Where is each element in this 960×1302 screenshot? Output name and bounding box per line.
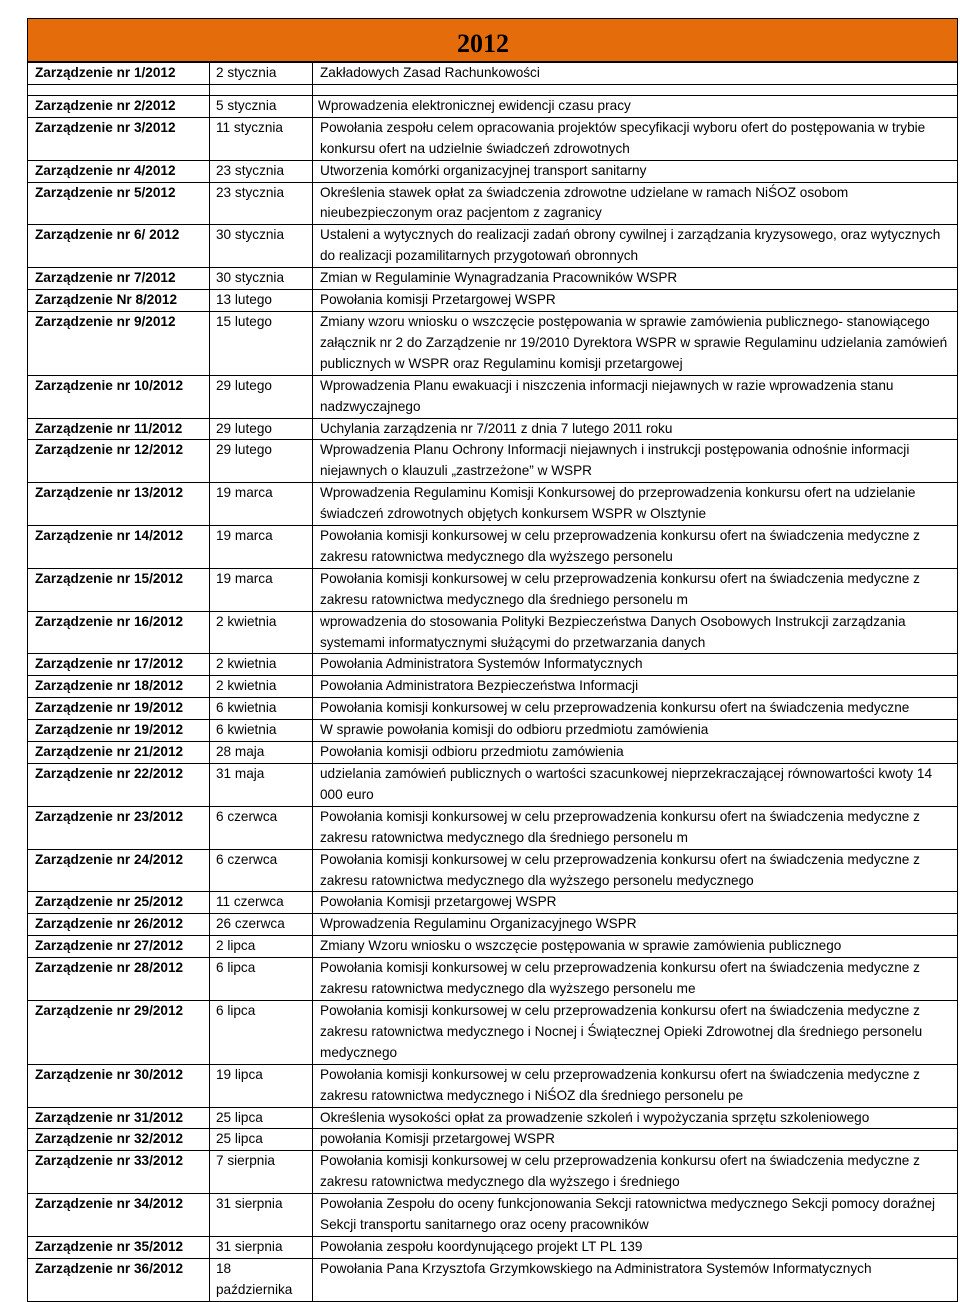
ordinance-number: Zarządzenie nr 14/2012 <box>28 526 210 569</box>
table-row <box>28 182 958 225</box>
table-row <box>28 1000 958 1064</box>
year-header <box>27 18 958 62</box>
ordinance-description: Określenia wysokości opłat za prowadzenie szkoleń i wypożyczania sprzętu szkoleniowego <box>313 1107 958 1129</box>
table-row <box>28 958 958 1001</box>
ordinance-date: 2 kwietnia <box>210 654 313 676</box>
table-row <box>28 290 958 312</box>
ordinance-date: 29 lutego <box>210 375 313 418</box>
ordinance-number: Zarządzenie nr 15/2012 <box>28 568 210 611</box>
ordinance-description: Określenia stawek opłat za świadczenia zdrowotne udzielane w ramach NiŚOZ osobom nieubezpieczonym oraz pacjentom z zagranicy <box>313 182 958 225</box>
table-row <box>28 95 958 117</box>
ordinance-number: Zarządzenie nr 10/2012 <box>28 375 210 418</box>
ordinance-number: Zarządzenie nr 33/2012 <box>28 1151 210 1194</box>
ordinance-number: Zarządzenie nr 24/2012 <box>28 849 210 892</box>
year-title: 2012 <box>457 29 509 58</box>
ordinance-number: Zarządzenie Nr 8/2012 <box>28 290 210 312</box>
ordinance-date: 29 lutego <box>210 418 313 440</box>
ordinance-description: wprowadzenia do stosowania Polityki Bezpieczeństwa Danych Osobowych Instrukcji zarządzania systemami informatycznymi służącymi do przetwarzania danych <box>313 611 958 654</box>
ordinance-date: 6 czerwca <box>210 849 313 892</box>
table-row <box>28 806 958 849</box>
table-row <box>28 568 958 611</box>
ordinance-number: Zarządzenie nr 23/2012 <box>28 806 210 849</box>
ordinance-description: Powołania komisji konkursowej w celu przeprowadzenia konkursu ofert na świadczenia medyczne z zakresu ratownictwa medycznego i Nocnej i Świątecznej Opieki Zdrowotnej dla średniego personelu medycznego <box>313 1000 958 1064</box>
ordinance-description: Wprowadzenia Planu ewakuacji i niszczenia informacji niejawnych w razie wprowadzenia stanu nadzwyczajnego <box>313 375 958 418</box>
ordinance-date: 5 stycznia <box>210 95 313 117</box>
ordinance-description: Wprowadzenia Planu Ochrony Informacji niejawnych i instrukcji postępowania odnośnie informacji niejawnych o klauzuli „zastrzeżone” w WSPR <box>313 440 958 483</box>
table-row <box>28 1064 958 1107</box>
table-row <box>28 375 958 418</box>
ordinances-table <box>27 62 958 1302</box>
ordinance-number: Zarządzenie nr 30/2012 <box>28 1064 210 1107</box>
ordinance-date: 11 stycznia <box>210 117 313 160</box>
table-row <box>28 440 958 483</box>
table-row <box>28 892 958 914</box>
table-row <box>28 1236 958 1258</box>
ordinance-description: Ustaleni a wytycznych do realizacji zadań obrony cywilnej i zarządzania kryzysowego, oraz wytycznych do realizacji pozamilitarnych przygotowań obronnych <box>313 225 958 268</box>
ordinance-description: Wprowadzenia Regulaminu Organizacyjnego WSPR <box>313 914 958 936</box>
table-row <box>28 418 958 440</box>
ordinance-number: Zarządzenie nr 6/ 2012 <box>28 225 210 268</box>
ordinance-description: Zakładowych Zasad Rachunkowości <box>313 63 958 85</box>
table-row <box>28 764 958 807</box>
table-row <box>28 1151 958 1194</box>
ordinance-description: Powołania zespołu koordynującego projekt LT PL 139 <box>313 1236 958 1258</box>
table-row <box>28 654 958 676</box>
ordinance-date: 19 lipca <box>210 1064 313 1107</box>
table-row <box>28 1129 958 1151</box>
ordinance-date: 23 stycznia <box>210 182 313 225</box>
ordinance-number: Zarządzenie nr 32/2012 <box>28 1129 210 1151</box>
ordinance-date: 6 kwietnia <box>210 720 313 742</box>
ordinance-description: Zmiany wzoru wniosku o wszczęcie postępowania w sprawie zamówienia publicznego- stanowiącego załącznik nr 2 do Zarządzenie nr 19/2010 Dyrektora WSPR w sprawie Regulaminu udzielania zamówień publicznych w WSPR oraz Regulaminu komisji przetargowej <box>313 311 958 375</box>
table-row <box>28 676 958 698</box>
table-row <box>28 483 958 526</box>
ordinances-table-body <box>28 63 958 1302</box>
ordinance-number: Zarządzenie nr 3/2012 <box>28 117 210 160</box>
table-row <box>28 611 958 654</box>
ordinance-description: Powołania komisji konkursowej w celu przeprowadzenia konkursu ofert na świadczenia medyczne z zakresu ratownictwa medycznego dla wyższego personelu medycznego <box>313 849 958 892</box>
table-row <box>28 117 958 160</box>
table-row <box>28 849 958 892</box>
ordinance-date: 15 lutego <box>210 311 313 375</box>
ordinance-number: Zarządzenie nr 1/2012 <box>28 63 210 85</box>
table-row <box>28 225 958 268</box>
table-row <box>28 526 958 569</box>
ordinance-date: 31 sierpnia <box>210 1194 313 1237</box>
ordinance-number: Zarządzenie nr 22/2012 <box>28 764 210 807</box>
table-row <box>28 720 958 742</box>
ordinance-date: 6 lipca <box>210 958 313 1001</box>
ordinance-number: Zarządzenie nr 19/2012 <box>28 698 210 720</box>
ordinance-description: powołania Komisji przetargowej WSPR <box>313 1129 958 1151</box>
ordinance-date: 29 lutego <box>210 440 313 483</box>
ordinance-description: Powołania Komisji przetargowej WSPR <box>313 892 958 914</box>
ordinance-date: 31 maja <box>210 764 313 807</box>
ordinance-number: Zarządzenie nr 7/2012 <box>28 268 210 290</box>
ordinance-date: 13 lutego <box>210 290 313 312</box>
ordinance-number: Zarządzenie nr 12/2012 <box>28 440 210 483</box>
ordinance-description: Powołania komisji konkursowej w celu przeprowadzenia konkursu ofert na świadczenia medyczne z zakresu ratownictwa medycznego dla średniego personelu m <box>313 568 958 611</box>
ordinance-description: Wprowadzenia Regulaminu Komisji Konkursowej do przeprowadzenia konkursu ofert na udzielanie świadczeń zdrowotnych objętych konkursem WSPR w Olsztynie <box>313 483 958 526</box>
table-row <box>28 742 958 764</box>
table-row <box>28 268 958 290</box>
ordinance-number: Zarządzenie nr 18/2012 <box>28 676 210 698</box>
ordinance-date: 30 stycznia <box>210 225 313 268</box>
ordinance-date: 19 marca <box>210 526 313 569</box>
ordinance-number: Zarządzenie nr 25/2012 <box>28 892 210 914</box>
ordinance-date: 11 czerwca <box>210 892 313 914</box>
table-row <box>28 698 958 720</box>
ordinance-description: Uchylania zarządzenia nr 7/2011 z dnia 7 lutego 2011 roku <box>313 418 958 440</box>
ordinance-date: 2 kwietnia <box>210 611 313 654</box>
ordinance-description: W sprawie powołania komisji do odbioru przedmiotu zamówienia <box>313 720 958 742</box>
ordinance-description: Powołania komisji konkursowej w celu przeprowadzenia konkursu ofert na świadczenia medyczne z zakresu ratownictwa medycznego dla średniego personelu m <box>313 806 958 849</box>
ordinance-number: Zarządzenie nr 27/2012 <box>28 936 210 958</box>
table-row <box>28 936 958 958</box>
table-row <box>28 311 958 375</box>
spacer-cell <box>28 84 210 95</box>
ordinance-date: 23 stycznia <box>210 160 313 182</box>
ordinance-description: Powołania Pana Krzysztofa Grzymkowskiego na Administratora Systemów Informatycznych <box>313 1258 958 1301</box>
ordinance-date: 31 sierpnia <box>210 1236 313 1258</box>
ordinance-description: udzielania zamówień publicznych o wartości szacunkowej nieprzekraczającej równowartości kwoty 14 000 euro <box>313 764 958 807</box>
ordinance-description: Powołania komisji konkursowej w celu przeprowadzenia konkursu ofert na świadczenia medyczne <box>313 698 958 720</box>
ordinance-number: Zarządzenie nr 5/2012 <box>28 182 210 225</box>
ordinance-date: 30 stycznia <box>210 268 313 290</box>
ordinance-number: Zarządzenie nr 31/2012 <box>28 1107 210 1129</box>
ordinance-description: Powołania komisji konkursowej w celu przeprowadzenia konkursu ofert na świadczenia medyczne z zakresu ratownictwa medycznego i NiŚOZ dla średniego personelu pe <box>313 1064 958 1107</box>
ordinance-description: Zmian w Regulaminie Wynagradzania Pracowników WSPR <box>313 268 958 290</box>
ordinance-date: 7 sierpnia <box>210 1151 313 1194</box>
spacer-cell <box>313 84 958 95</box>
ordinance-number: Zarządzenie nr 2/2012 <box>28 95 210 117</box>
ordinance-date: 19 marca <box>210 483 313 526</box>
ordinance-number: Zarządzenie nr 17/2012 <box>28 654 210 676</box>
ordinance-description: Powołania zespołu celem opracowania projektów specyfikacji wyboru ofert do postępowania w trybie konkursu ofert na udzielnie świadczeń zdrowotnych <box>313 117 958 160</box>
spacer-row <box>28 84 958 95</box>
ordinance-number: Zarządzenie nr 28/2012 <box>28 958 210 1001</box>
table-row <box>28 914 958 936</box>
table-row <box>28 1194 958 1237</box>
ordinance-description: Powołania Administratora Systemów Informatycznych <box>313 654 958 676</box>
ordinance-description: Powołania komisji konkursowej w celu przeprowadzenia konkursu ofert na świadczenia medyczne z zakresu ratownictwa medycznego dla wyższego personelu me <box>313 958 958 1001</box>
ordinance-description: Utworzenia komórki organizacyjnej transport sanitarny <box>313 160 958 182</box>
ordinance-date: 19 marca <box>210 568 313 611</box>
ordinance-description: Wprowadzenia elektronicznej ewidencji czasu pracy <box>313 95 958 117</box>
ordinance-number: Zarządzenie nr 11/2012 <box>28 418 210 440</box>
ordinance-number: Zarządzenie nr 26/2012 <box>28 914 210 936</box>
ordinance-date: 18 października <box>210 1258 313 1301</box>
ordinance-description: Powołania Zespołu do oceny funkcjonowania Sekcji ratownictwa medycznego Sekcji pomocy doraźnej Sekcji transportu sanitarnego oraz oceny pracowników <box>313 1194 958 1237</box>
ordinance-number: Zarządzenie nr 36/2012 <box>28 1258 210 1301</box>
ordinance-number: Zarządzenie nr 21/2012 <box>28 742 210 764</box>
ordinance-date: 25 lipca <box>210 1129 313 1151</box>
ordinance-number: Zarządzenie nr 13/2012 <box>28 483 210 526</box>
ordinance-date: 26 czerwca <box>210 914 313 936</box>
ordinance-date: 28 maja <box>210 742 313 764</box>
ordinance-number: Zarządzenie nr 4/2012 <box>28 160 210 182</box>
ordinance-description: Powołania Administratora Bezpieczeństwa Informacji <box>313 676 958 698</box>
ordinance-date: 6 kwietnia <box>210 698 313 720</box>
ordinance-number: Zarządzenie nr 16/2012 <box>28 611 210 654</box>
ordinance-date: 2 kwietnia <box>210 676 313 698</box>
ordinance-description: Powołania komisji konkursowej w celu przeprowadzenia konkursu ofert na świadczenia medyczne z zakresu ratownictwa medycznego dla wyższego i średniego <box>313 1151 958 1194</box>
ordinance-number: Zarządzenie nr 9/2012 <box>28 311 210 375</box>
ordinance-number: Zarządzenie nr 29/2012 <box>28 1000 210 1064</box>
table-row <box>28 63 958 85</box>
ordinance-date: 25 lipca <box>210 1107 313 1129</box>
spacer-cell <box>210 84 313 95</box>
ordinance-description: Powołania komisji Przetargowej WSPR <box>313 290 958 312</box>
ordinance-description: Powołania komisji konkursowej w celu przeprowadzenia konkursu ofert na świadczenia medyczne z zakresu ratownictwa medycznego dla wyższego personelu <box>313 526 958 569</box>
ordinance-description: Powołania komisji odbioru przedmiotu zamówienia <box>313 742 958 764</box>
ordinance-date: 2 stycznia <box>210 63 313 85</box>
ordinance-date: 6 czerwca <box>210 806 313 849</box>
ordinances-document <box>27 18 958 1302</box>
ordinance-number: Zarządzenie nr 19/2012 <box>28 720 210 742</box>
ordinance-number: Zarządzenie nr 34/2012 <box>28 1194 210 1237</box>
table-row <box>28 1107 958 1129</box>
ordinance-description: Zmiany Wzoru wniosku o wszczęcie postępowania w sprawie zamówienia publicznego <box>313 936 958 958</box>
ordinance-date: 6 lipca <box>210 1000 313 1064</box>
ordinance-date: 2 lipca <box>210 936 313 958</box>
table-row <box>28 160 958 182</box>
ordinance-number: Zarządzenie nr 35/2012 <box>28 1236 210 1258</box>
